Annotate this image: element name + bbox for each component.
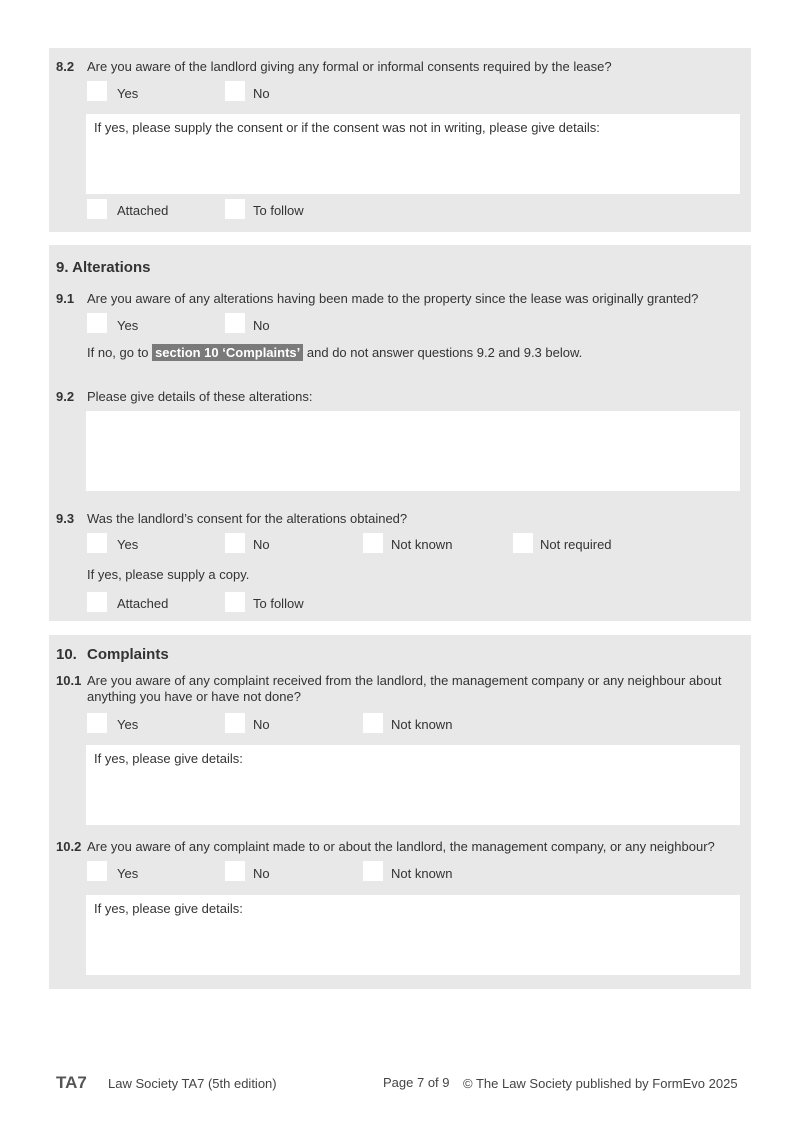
question-number: 8.2 — [56, 59, 75, 74]
form-edition: Law Society TA7 (5th edition) — [108, 1076, 277, 1091]
question-number: 9.1 — [56, 291, 75, 306]
checkbox-label: Yes — [117, 318, 139, 333]
checkbox-9-1-no[interactable] — [225, 313, 245, 333]
checkbox-9-3-not-required[interactable] — [513, 533, 533, 553]
question-number: 10.2 — [56, 839, 82, 854]
section-8-panel — [49, 48, 751, 232]
page-number: Page 7 of 9 — [383, 1075, 450, 1090]
details-field-10-1[interactable] — [86, 745, 740, 825]
form-code: TA7 — [56, 1073, 87, 1092]
section-heading: 9. Alterations — [56, 259, 151, 276]
checkbox-8-2-no[interactable] — [225, 81, 245, 101]
checkbox-10-2-no[interactable] — [225, 861, 245, 881]
checkbox-9-3-to-follow[interactable] — [225, 592, 245, 612]
checkbox-10-1-yes[interactable] — [87, 713, 107, 733]
section-heading: Complaints — [87, 646, 169, 663]
checkbox-10-1-no[interactable] — [225, 713, 245, 733]
checkbox-9-3-yes[interactable] — [87, 533, 107, 553]
checkbox-label: Not known — [391, 717, 453, 732]
checkbox-8-2-to-follow[interactable] — [225, 199, 245, 219]
checkbox-label: No — [253, 717, 270, 732]
details-prompt: If yes, please give details: — [94, 901, 243, 916]
checkbox-8-2-attached[interactable] — [87, 199, 107, 219]
details-prompt: If yes, please supply the consent or if the consent was not in writing, please give details: — [94, 120, 600, 135]
checkbox-label: Not known — [391, 537, 453, 552]
details-prompt: If yes, please give details: — [94, 751, 243, 766]
checkbox-label: Yes — [117, 537, 139, 552]
question-number: 10.1 — [56, 673, 82, 688]
details-field-8-2[interactable] — [86, 114, 740, 194]
question-number: 9.2 — [56, 389, 75, 404]
checkbox-label: Not known — [391, 866, 453, 881]
checkbox-9-1-yes[interactable] — [87, 313, 107, 333]
checkbox-10-1-not-known[interactable] — [363, 713, 383, 733]
checkbox-10-2-not-known[interactable] — [363, 861, 383, 881]
question-9-1-text: Are you aware of any alterations having been made to the property since the lease was originally granted? — [87, 291, 699, 306]
checkbox-9-3-no[interactable] — [225, 533, 245, 553]
copyright: © The Law Society published by FormEvo 2025 — [463, 1076, 738, 1091]
note-text: and do not answer questions 9.2 and 9.3 below. — [306, 345, 583, 360]
details-field-10-2[interactable] — [86, 895, 740, 975]
checkbox-9-3-not-known[interactable] — [363, 533, 383, 553]
checkbox-label: To follow — [253, 203, 304, 218]
section-10-link[interactable]: section 10 ‘Complaints’ — [152, 344, 303, 361]
instruction-note — [87, 345, 582, 360]
checkbox-8-2-yes[interactable] — [87, 81, 107, 101]
checkbox-label: Not required — [540, 537, 612, 552]
question-10-1-text-line2: anything you have or have not done? — [87, 689, 301, 704]
copy-prompt: If yes, please supply a copy. — [87, 567, 250, 582]
checkbox-label: Yes — [117, 86, 139, 101]
checkbox-9-3-attached[interactable] — [87, 592, 107, 612]
checkbox-label: No — [253, 537, 270, 552]
checkbox-label: Attached — [117, 596, 169, 611]
checkbox-10-2-yes[interactable] — [87, 861, 107, 881]
checkbox-label: No — [253, 318, 270, 333]
question-10-2-text: Are you aware of any complaint made to or about the landlord, the management company, or any neighbour? — [87, 839, 715, 854]
note-text: If no, go to — [87, 345, 149, 360]
section-10-panel — [49, 635, 751, 989]
checkbox-label: Yes — [117, 717, 139, 732]
checkbox-label: No — [253, 866, 270, 881]
section-9-panel — [49, 245, 751, 621]
checkbox-label: To follow — [253, 596, 304, 611]
question-9-3-text: Was the landlord’s consent for the alterations obtained? — [87, 511, 408, 526]
checkbox-label: Attached — [117, 203, 169, 218]
question-8-2-text: Are you aware of the landlord giving any formal or informal consents required by the lease? — [87, 59, 612, 74]
section-heading-number: 10. — [56, 646, 77, 663]
question-10-1-text-line1: Are you aware of any complaint received from the landlord, the management company or any neighbour about — [87, 673, 722, 688]
checkbox-label: Yes — [117, 866, 139, 881]
question-number: 9.3 — [56, 511, 75, 526]
checkbox-label: No — [253, 86, 270, 101]
question-9-2-text: Please give details of these alterations: — [87, 389, 313, 404]
details-field-9-2[interactable] — [86, 411, 740, 491]
